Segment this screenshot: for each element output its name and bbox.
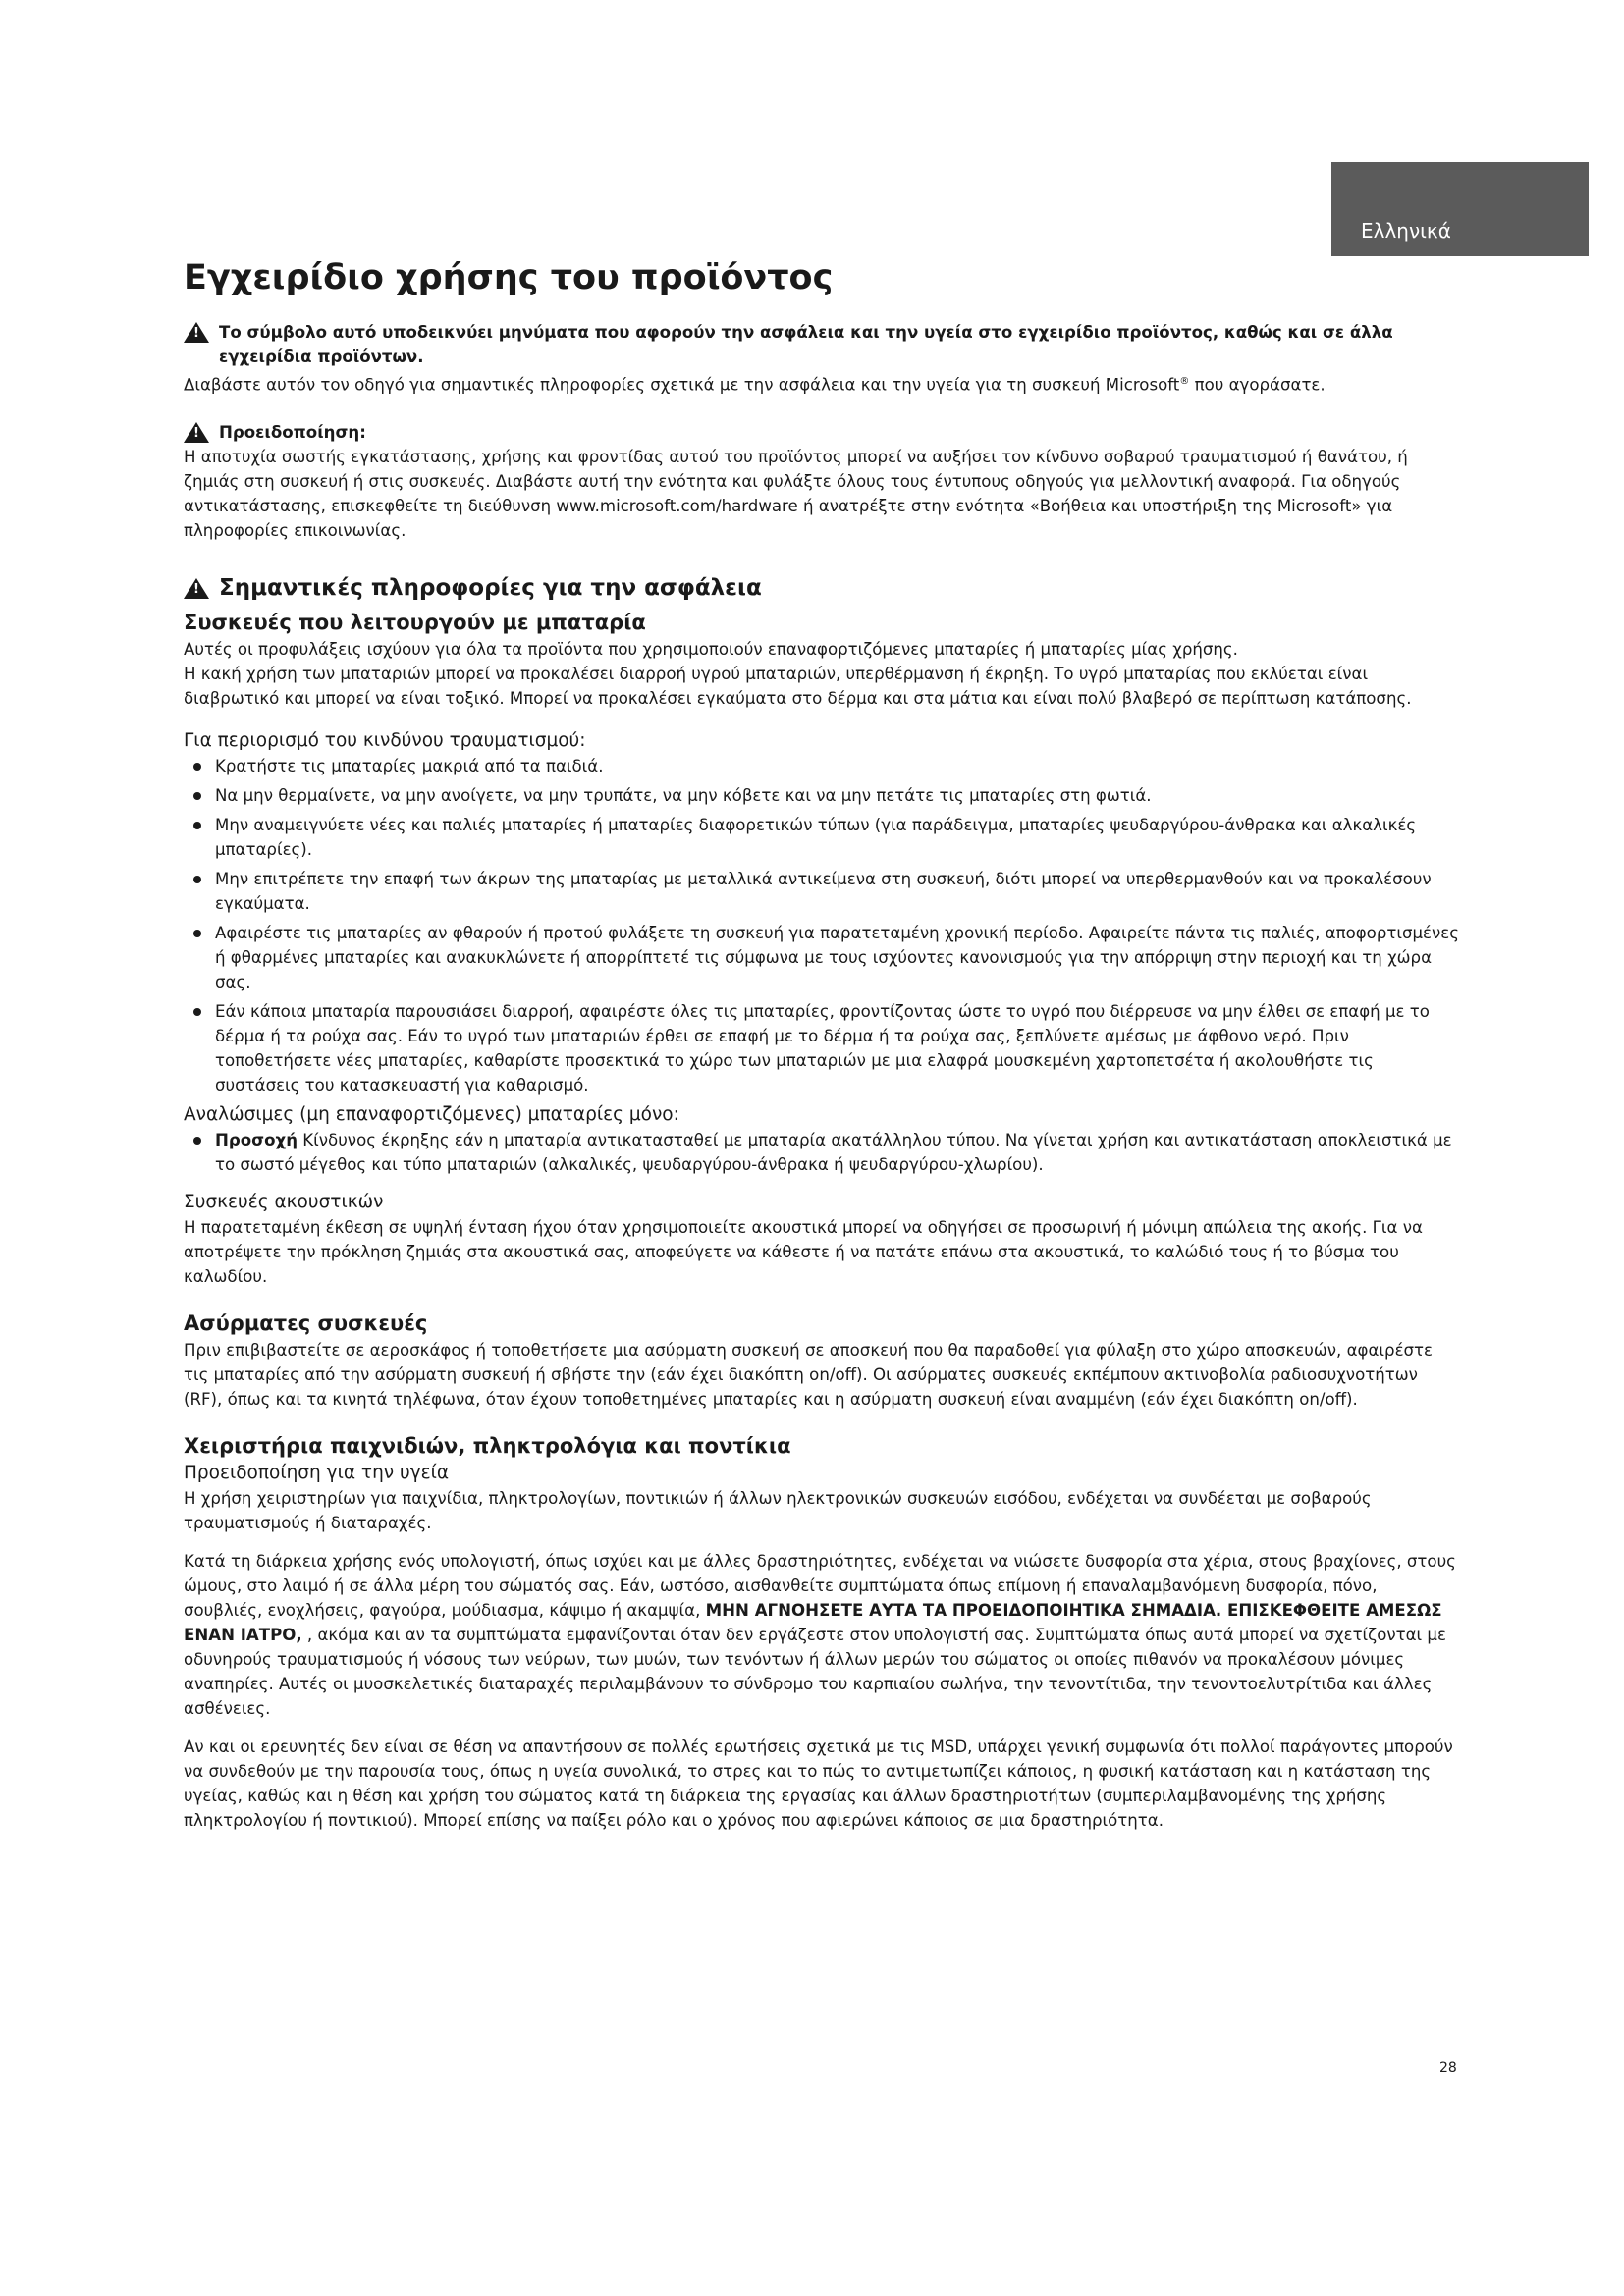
headset-text: Η παρατεταμένη έκθεση σε υψηλή ένταση ήχου όταν χρησιμοποιείτε ακουστικά μπορεί να οδηγήσει σε προσωρινή ή μόνιμη απώλεια της ακοής. Για να αποτρέψετε την πρόκληση ζημιάς στα ακουστικά σας, αποφεύγετε να κάθεστε ή να πατάτε επάνω στα ακουστικά, το καλώδιό τους ή το βύσμα του καλωδίου. (184, 1218, 1423, 1287)
intro-read-note (184, 369, 1460, 398)
registered-mark: ® (1179, 375, 1190, 387)
symbol-note-text: Το σύμβολο αυτό υποδεικνύει μηνύματα που αφορούν την ασφάλεια και την υγεία στο εγχειρίδιο προϊόντος, καθώς και σε άλλα εγχειρίδια προϊόντων. (219, 322, 1393, 366)
document-body (184, 257, 1460, 1833)
headset-heading: Συσκευές ακουστικών (184, 1192, 384, 1213)
list-item: Μην αναμειγνύετε νέες και παλιές μπαταρίες ή μπαταρίες διαφορετικών τύπων (για παράδειγμα, μπαταρίες ψευδαργύρου-άνθρακα και αλκαλικές μπαταρίες). (184, 813, 1460, 862)
health-warning-heading: Προειδοποίηση για την υγεία (184, 1463, 450, 1484)
page-title: Εγχειρίδιο χρήσης του προϊόντος (184, 258, 834, 297)
wireless-heading: Ασύρματες συσκευές (184, 1311, 428, 1336)
caution-label: Προσοχή (215, 1131, 298, 1150)
disposable-heading: Αναλώσιμες (μη επαναφορτιζόμενες) μπαταρίες μόνο: (184, 1104, 679, 1126)
battery-paragraph-2: Η κακή χρήση των μπαταριών μπορεί να προκαλέσει διαρροή υγρού μπαταριών, υπερθέρμανση ή έκρηξη. Το υγρό μπαταρίας που εκλύεται είναι διαβρωτικό και μπορεί να είναι τοξικό. Μπορεί να προκαλέσει εγκαύματα στο δέρμα και στα μάτια και είναι πολύ βλαβερό σε περίπτωση κατάποσης. (184, 665, 1412, 709)
warning-icon (184, 422, 209, 443)
controllers-heading: Χειριστήρια παιχνιδιών, πληκτρολόγια και ποντίκια (184, 1434, 791, 1459)
language-tab: Ελληνικά (1331, 162, 1589, 256)
warning-label: Προειδοποίηση: (219, 423, 366, 443)
list-item: Κρατήστε τις μπαταρίες μακριά από τα παιδιά. (184, 754, 1460, 778)
wireless-text: Πριν επιβιβαστείτε σε αεροσκάφος ή τοποθετήσετε μια ασύρματη συσκευή σε αποσκευή που θα παραδοθεί για φύλαξη στο χώρο αποσκευών, αφαιρέστε τις μπαταρίες από την ασύρματη συσκευή ή σβήστε την (εάν έχει διακόπτη on/off). Οι ασύρματες συσκευές εκπέμπουν ακτινοβολία ραδιοσυχνοτήτων (RF), όπως και τα κινητά τηλέφωνα, όταν έχουν τοποθετημένες μπαταρίες και η ασύρματη συσκευή είναι αναμμένη (εάν έχει διακόπτη on/off). (184, 1341, 1434, 1410)
page-number: 28 (1439, 2060, 1457, 2076)
risk-list (184, 754, 1460, 1097)
risk-heading: Για περιορισμό του κινδύνου τραυματισμού: (184, 730, 586, 752)
p2-before: Κατά τη διάρκεια χρήσης ενός υπολογιστή, όπως ισχύει και με άλλες δραστηριότητες, ενδέχεται να νιώσετε δυσφορία στα χέρια, στους βραχίονες, στους ώμους, στο λαιμό ή σε άλλα μέρη του σώματός σας. Εάν, ωστόσο, αισθανθείτε συμπτώματα όπως επίμονη ή επαναλαμβανόμενη δυσφορία, πόνο, σουβλιές, ενοχλήσεις, φαγούρα, μούδιασμα, κάψιμο ή ακαμψία, (184, 1552, 1456, 1621)
read-note-before: Διαβάστε αυτόν τον οδηγό για σημαντικές πληροφορίες σχετικά με την ασφάλεια και την υγεία για τη συσκευή Microsoft (184, 375, 1180, 395)
disposable-list (184, 1128, 1460, 1177)
safety-heading (184, 572, 1460, 604)
safety-heading-text: Σημαντικές πληροφορίες για την ασφάλεια (219, 575, 762, 602)
warning-label-row (184, 420, 1460, 445)
list-item: Εάν κάποια μπαταρία παρουσιάσει διαρροή, αφαιρέστε όλες τις μπαταρίες, φροντίζοντας ώστε το υγρό που διέρρευσε να μην έλθει σε επαφή με το δέρμα ή τα ρούχα σας. Εάν το υγρό των μπαταριών έρθει σε επαφή με το δέρμα ή τα ρούχα σας, ξεπλύνετε αμέσως με άφθονο νερό. Πριν τοποθετήσετε νέες μπαταρίες, καθαρίστε προσεκτικά το χώρο των μπαταριών με μια ελαφρά μουσκεμένη χαρτοπετσέτα ή ακολουθήστε τις συστάσεις του κατασκευαστή για καθαρισμό. (184, 999, 1460, 1097)
warning-icon (184, 578, 209, 599)
p2-emphasis: ΜΗΝ ΑΓΝΟΗΣΕΤΕ ΑΥΤΑ ΤΑ ΠΡΟΕΙΔΟΠΟΙΗΤΙΚΑ ΣΗΜΑΔΙΑ. ΕΠΙΣΚΕΦΘΕΙΤΕ ΑΜΕΣΩΣ ΕΝΑΝ ΙΑΤΡΟ, (184, 1601, 1442, 1645)
battery-paragraph-1: Αυτές οι προφυλάξεις ισχύουν για όλα τα προϊόντα που χρησιμοποιούν επαναφορτιζόμενες μπαταρίες ή μπαταρίες μίας χρήσης. (184, 640, 1238, 660)
intro-symbol-note (184, 320, 1460, 369)
list-item: Αφαιρέστε τις μπαταρίες αν φθαρούν ή προτού φυλάξετε τη συσκευή για παρατεταμένη χρονική περίοδο. Αφαιρείτε πάντα τις παλιές, αποφορτισμένες ή φθαρμένες μπαταρίες και ανακυκλώνετε ή απορρίπτετέ τις σύμφωνα με τους ισχύοντες κανονισμούς για την απόρριψη στην περιοχή και τη χώρα σας. (184, 921, 1460, 994)
controllers-paragraph-3: Αν και οι ερευνητές δεν είναι σε θέση να απαντήσουν σε πολλές ερωτήσεις σχετικά με τις MSD, υπάρχει γενική συμφωνία ότι πολλοί παράγοντες μπορούν να συνδεθούν με την παρουσία τους, όπως η υγεία συνολικά, το στρες και το πώς το αντιμετωπίζει κάποιος, η φυσική κατάσταση και η κατάσταση της υγείας, καθώς και η θέση και χρήση του σώματος κατά τη διάρκεια της εργασίας και άλλων δραστηριοτήτων (συμπεριλαμβανομένης της χρήσης πληκτρολογίου ή ποντικιού). Μπορεί επίσης να παίξει ρόλο και ο χρόνος που αφιερώνει κάποιος σε μια δραστηριότητα. (184, 1737, 1453, 1831)
list-item: Να μην θερμαίνετε, να μην ανοίγετε, να μην τρυπάτε, να μην κόβετε και να μην πετάτε τις μπαταρίες στη φωτιά. (184, 783, 1460, 808)
controllers-paragraph-1: Η χρήση χειριστηρίων για παιχνίδια, πληκτρολογίων, ποντικιών ή άλλων ηλεκτρονικών συσκευών εισόδου, ενδέχεται να συνδέεται με σοβαρούς τραυματισμούς ή διαταραχές. (184, 1489, 1372, 1533)
battery-heading: Συσκευές που λειτουργούν με μπαταρία (184, 611, 646, 635)
p2-after: , ακόμα και αν τα συμπτώματα εμφανίζονται όταν δεν εργάζεστε στον υπολογιστή σας. Συμπτώματα όπως αυτά μπορεί να σχετίζονται με οδυνηρούς τραυματισμούς ή νόσους των νεύρων, των μυών, των τενόντων ή άλλων μερών του σώματος οι οποίες πιθανόν να προκαλέσουν μόνιμες αναπηρίες. Αυτές οι μυοσκελετικές διαταραχές περιλαμβάνουν το σύνδρομο του καρπιαίου σωλήνα, την τενοντίτιδα, την τενοντοελυτρίτιδα και άλλες ασθένειες. (184, 1626, 1446, 1719)
caution-text: Κίνδυνος έκρηξης εάν η μπαταρία αντικατασταθεί με μπαταρία ακατάλληλου τύπου. Να γίνεται χρήση και αντικατάσταση αποκλειστικά με το σωστό μέγεθος και τύπο μπαταριών (αλκαλικές, ψευδαργύρου-άνθρακα ή ψευδαργύρου-χλωρίου). (215, 1131, 1452, 1175)
warning-icon (184, 322, 209, 343)
read-note-after: που αγοράσατε. (1189, 375, 1326, 395)
warning-text: Η αποτυχία σωστής εγκατάστασης, χρήσης και φροντίδας αυτού του προϊόντος μπορεί να αυξήσει τον κίνδυνο σοβαρού τραυματισμού ή θανάτου, ή ζημιάς στη συσκευή ή στις συσκευές. Διαβάστε αυτή την ενότητα και φυλάξτε όλους τους έντυπους οδηγούς για μελλοντική αναφορά. Για οδηγούς αντικατάστασης, επισκεφθείτε τη διεύθυνση www.microsoft.com/hardware ή ανατρέξτε στην ενότητα «Βοήθεια και υποστήριξη της Microsoft» για πληροφορίες επικοινωνίας. (184, 448, 1408, 541)
list-item: Μην επιτρέπετε την επαφή των άκρων της μπαταρίας με μεταλλικά αντικείμενα στη συσκευή, διότι μπορεί να υπερθερμανθούν και να προκαλέσουν εγκαύματα. (184, 867, 1460, 916)
controllers-paragraph-2 (184, 1549, 1460, 1721)
list-item (184, 1128, 1460, 1177)
